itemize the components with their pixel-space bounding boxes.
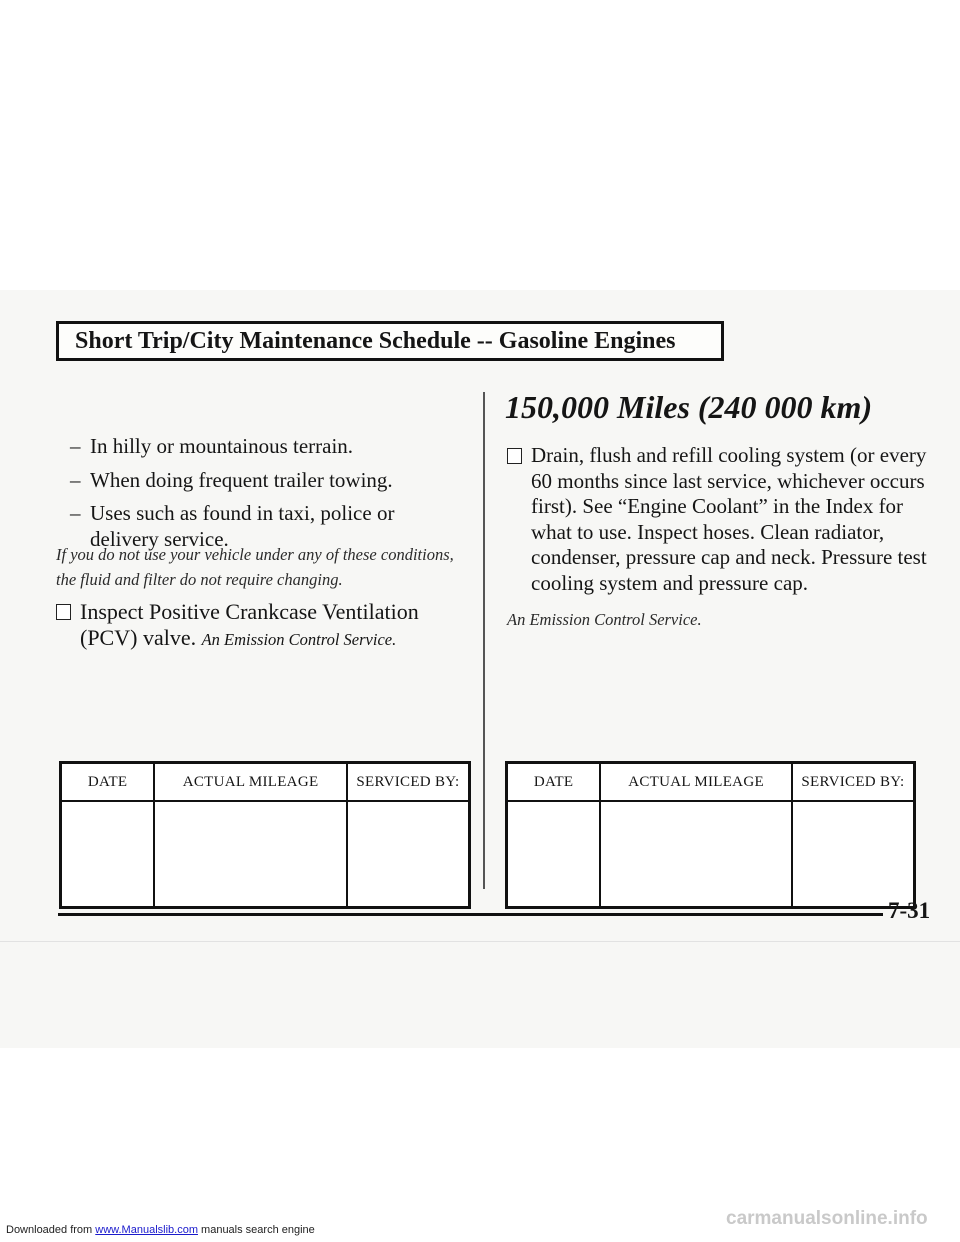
column-divider [483, 392, 485, 889]
page-number: 7-31 [888, 898, 931, 923]
date-cell [507, 801, 601, 908]
condition-item [70, 467, 460, 493]
date-column-header: DATE [61, 763, 155, 802]
checkbox-icon [56, 604, 71, 620]
scan-edge-line [0, 941, 960, 942]
serviced-by-column-header: SERVICED BY: [347, 763, 470, 802]
checklist-text: Drain, flush and refill cooling system (or every 60 months since last service, whichever occurs first). See “Engine Coolant” in the Index for what to use. Inspect hoses. Clean radiator, condenser, pressure cap and neck. Pressure test cooling system and pressure cap. [531, 443, 927, 595]
footer-prefix: Downloaded from [6, 1224, 96, 1236]
condition-text: In hilly or mountainous terrain. [90, 434, 354, 458]
table-header-row [507, 763, 915, 802]
condition-text: When doing frequent trailer towing. [90, 468, 393, 492]
table-row [61, 801, 470, 908]
service-log-table [59, 761, 471, 909]
checklist-item-cooling [507, 443, 927, 596]
condition-text: Uses such as found in taxi, police or delivery service. [90, 501, 395, 551]
download-footer [6, 1224, 315, 1236]
dash-bullet: – [70, 501, 81, 525]
serviced-by-cell [347, 801, 470, 908]
mileage-cell [154, 801, 347, 908]
serviced-by-cell [792, 801, 915, 908]
serviced-by-column-header: SERVICED BY: [792, 763, 915, 802]
dash-bullet: – [70, 468, 81, 492]
footer-suffix: manuals search engine [197, 1224, 315, 1236]
banner-title: Short Trip/City Maintenance Schedule -- Gasoline Engines [75, 327, 676, 354]
emission-service-label: An Emission Control Service. [201, 630, 397, 649]
emission-service-label: An Emission Control Service. [507, 610, 702, 629]
section-banner [56, 321, 724, 361]
mileage-heading: 150,000 Miles (240 000 km) [505, 389, 873, 425]
site-watermark: carmanualsonline.info [726, 1208, 928, 1229]
date-column-header: DATE [507, 763, 601, 802]
manualslib-link[interactable]: www.Manualslib.com [95, 1224, 198, 1236]
table-header-row [61, 763, 470, 802]
conditions-note: If you do not use your vehicle under any of these conditions, the fluid and filter do not require changing. [56, 545, 454, 589]
mileage-column-header: ACTUAL MILEAGE [600, 763, 792, 802]
checkbox-icon [507, 448, 522, 464]
checklist-text: Inspect Positive Crankcase Ventilation (PCV) valve. [80, 599, 419, 650]
service-log-table [505, 761, 916, 909]
mileage-cell [600, 801, 792, 908]
condition-item [70, 433, 460, 459]
dash-bullet: – [70, 434, 81, 458]
checklist-item-pcv [56, 599, 456, 653]
date-cell [61, 801, 155, 908]
mileage-column-header: ACTUAL MILEAGE [154, 763, 347, 802]
footer-rule [58, 913, 883, 916]
table-row [507, 801, 915, 908]
